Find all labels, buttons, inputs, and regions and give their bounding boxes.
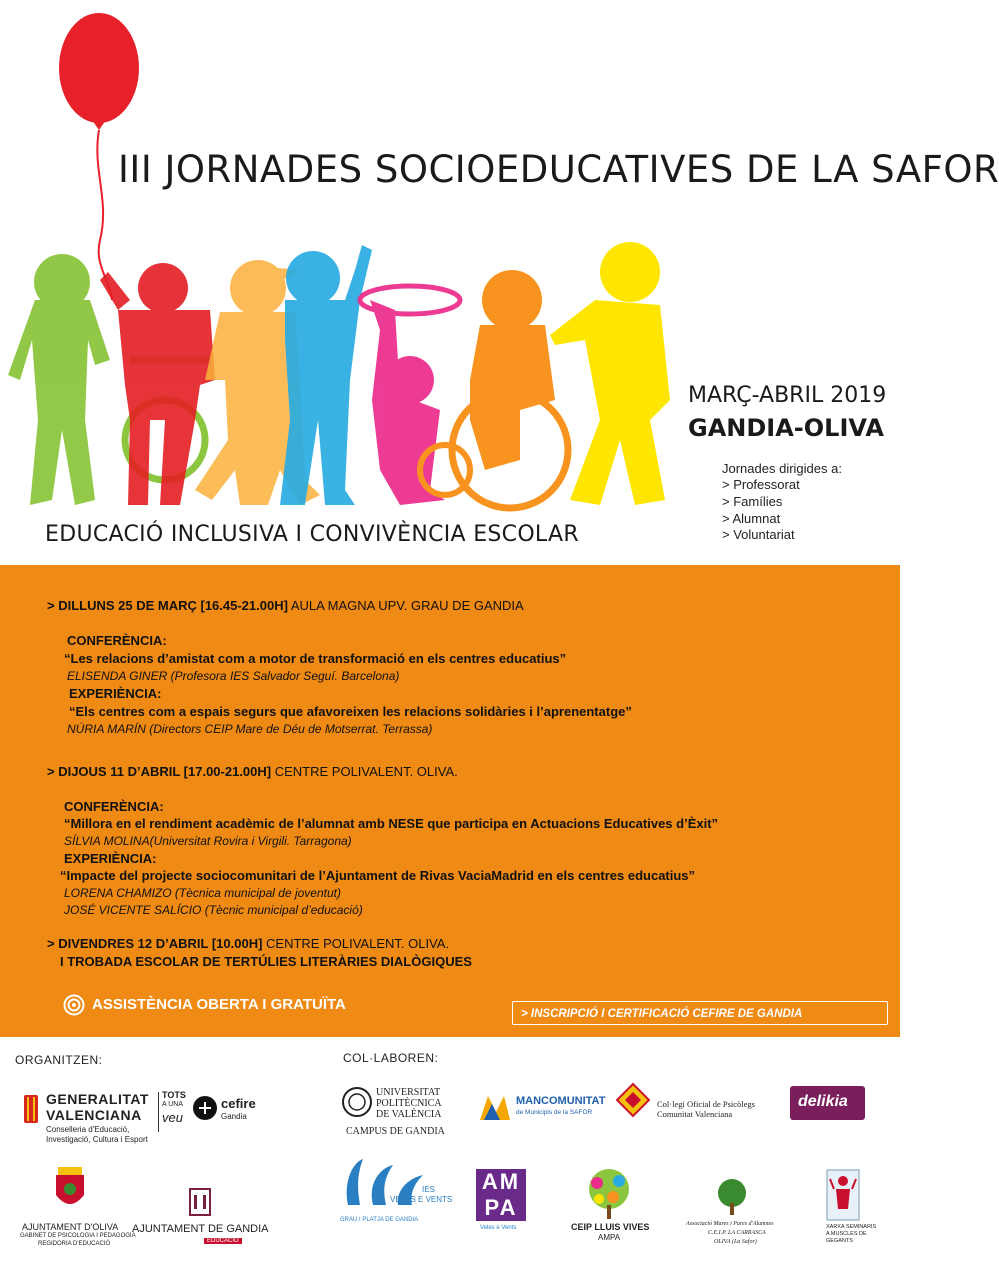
event-subtitle: EDUCACIÓ INCLUSIVA I CONVIVÈNCIA ESCOLAR — [45, 522, 579, 547]
target-icon — [63, 994, 85, 1016]
oak-tree-icon — [712, 1177, 752, 1217]
day3-event: I TROBADA ESCOLAR DE TERTÚLIES LITERÀRIES DIALÒGIQUES — [60, 954, 472, 969]
wheelchair-child-silhouette — [420, 270, 568, 508]
day2-conference-label: CONFERÈNCIA: — [64, 799, 164, 814]
day1-location: AULA MAGNA UPV. GRAU DE GANDIA — [287, 598, 524, 613]
registration-link[interactable]: > INSCRIPCIÓ I CERTIFICACIÓ CEFIRE DE GANDIA — [512, 1001, 888, 1025]
cefire-icon — [193, 1096, 217, 1120]
day2-conference-title: “Millora en el rendiment acadèmic de l’alumnat amb NESE que participa en Actuacions Educatives d’Èxit” — [64, 816, 719, 831]
organizers-label: ORGANITZEN: — [15, 1053, 103, 1067]
day1-experience-speaker: NÚRIA MARÍN (Directors CEIP Mare de Déu de Motserrat. Terrassa) — [67, 722, 433, 736]
upv-seal-icon — [342, 1087, 372, 1117]
delikia-logo: delikia — [790, 1086, 865, 1120]
day2-location: CENTRE POLIVALENT. OLIVA. — [271, 764, 458, 779]
tots-a-una-veu-logo: TOTS A UNA veu — [162, 1090, 186, 1125]
day1-heading — [47, 598, 524, 613]
ajuntament-oliva-logo: AJUNTAMENT D'OLIVA GABINET DE PSICOLOGIA I PEDAGOGIA REGIDORIA D'EDUCACIÓ — [10, 1165, 140, 1265]
day1-conference-speaker: ELISENDA GINER (Profesora IES Salvador Seguí. Barcelona) — [67, 669, 400, 683]
assistance-notice: ASSISTÈNCIA OBERTA I GRATUÏTA — [92, 996, 346, 1013]
day3-location: CENTRE POLIVALENT. OLIVA. — [262, 936, 450, 951]
cefire-logo: cefire Gandia — [193, 1092, 273, 1132]
day3-heading — [47, 936, 449, 951]
mancomunitat-icon — [478, 1092, 512, 1122]
green-child-silhouette — [8, 254, 110, 505]
logo-divider — [158, 1092, 159, 1132]
day1-date: > DILLUNS 25 DE MARÇ [16.45-21.00H] — [47, 598, 288, 613]
generalitat-shield-icon — [22, 1093, 40, 1129]
day1-conference-title: “Les relacions d’amistat com a motor de transformació en els centres educatius” — [64, 651, 567, 666]
day3-date: > DIVENDRES 12 D’ABRIL [10.00H] — [47, 936, 263, 951]
magenta-child-silhouette — [360, 286, 460, 505]
event-location: GANDIA-OLIVA — [688, 414, 884, 442]
mancomunitat-logo: MANCOMUNITAT de Municipis de la SAFOR — [478, 1092, 598, 1127]
day1-conference-label: CONFERÈNCIA: — [67, 633, 167, 648]
ies-veles-e-vents-logo: IES VELES E VENTS GRAU I PLATJA DE GANDIA — [330, 1157, 450, 1232]
gandia-coat-of-arms-icon — [188, 1187, 212, 1219]
psicolegs-icon — [615, 1082, 651, 1118]
giant-figure-icon — [826, 1169, 860, 1221]
day1-experience-label: EXPERIÈNCIA: — [69, 686, 162, 701]
generalitat-logo: GENERALITAT VALENCIANA Conselleria d'Educació, Investigació, Cultura i Esport — [22, 1089, 152, 1149]
oliva-coat-of-arms-icon — [52, 1165, 88, 1213]
upv-logo: UNIVERSITAT POLITÈCNICA DE VALÈNCIA CAMPUS DE GANDIA — [340, 1085, 460, 1145]
collaborators-label: COL·LABOREN: — [343, 1051, 439, 1065]
tree-icon — [579, 1167, 639, 1219]
day2-conference-speaker: SÍLVIA MOLINA(Universitat Rovira i Virgili. Tarragona) — [64, 834, 352, 848]
ajuntament-gandia-logo: AJUNTAMENT DE GANDIA EDUCACIÓ — [132, 1187, 282, 1257]
day2-heading — [47, 764, 458, 779]
audience-item: > Voluntariat — [722, 527, 795, 542]
day2-experience-speaker: JOSÉ VICENTE SALÍCIO (Tècnic municipal d’educació) — [64, 903, 363, 917]
day2-experience-label: EXPERIÈNCIA: — [64, 851, 157, 866]
red-child-silhouette — [100, 263, 215, 505]
day2-date: > DIJOUS 11 D’ABRIL [17.00-21.00H] — [47, 764, 272, 779]
day2-experience-title: “Impacte del projecte sociocomunitari de l’Ajuntament de Rivas VaciaMadrid en els centres educatius” — [60, 868, 696, 883]
ceip-lluis-vives-logo: CEIP LLUIS VIVES AMPA — [565, 1167, 655, 1247]
col-legi-psicolegs-logo: Col·legi Oficial de Psicòlegs Comunitat Valenciana — [615, 1082, 775, 1127]
audience-item: > Famílies — [722, 494, 783, 509]
event-title: III JORNADES SOCIOEDUCATIVES DE LA SAFOR — [118, 148, 999, 191]
program-section — [0, 565, 900, 1037]
hero-section — [0, 0, 999, 565]
audience-item: > Professorat — [722, 477, 800, 492]
audience-item: > Alumnat — [722, 511, 781, 526]
event-dates: MARÇ-ABRIL 2019 — [688, 383, 887, 408]
xarxa-seminaris-logo: XARXA SEMINARIS A MUSCLES DE GEGANTS — [820, 1169, 890, 1249]
day1-experience-title: “Els centres com a espais segurs que afavoreixen les relacions solidàries i l’aprenentatge” — [69, 704, 632, 719]
ampa-veles-e-vents-logo: AMPA Veles e Vents — [476, 1169, 528, 1239]
sponsors-section — [0, 1037, 900, 1273]
day2-experience-speaker: LORENA CHAMIZO (Tècnica municipal de joventut) — [64, 886, 341, 900]
ampa-la-carrasca-logo: Associació Mares i Pares d'Alumnes C.E.I.P. LA CARRASCA OLIVA (La Safor) — [680, 1177, 790, 1247]
audience-heading: Jornades dirigides a: — [722, 461, 842, 476]
blue-child-silhouette — [280, 245, 372, 505]
